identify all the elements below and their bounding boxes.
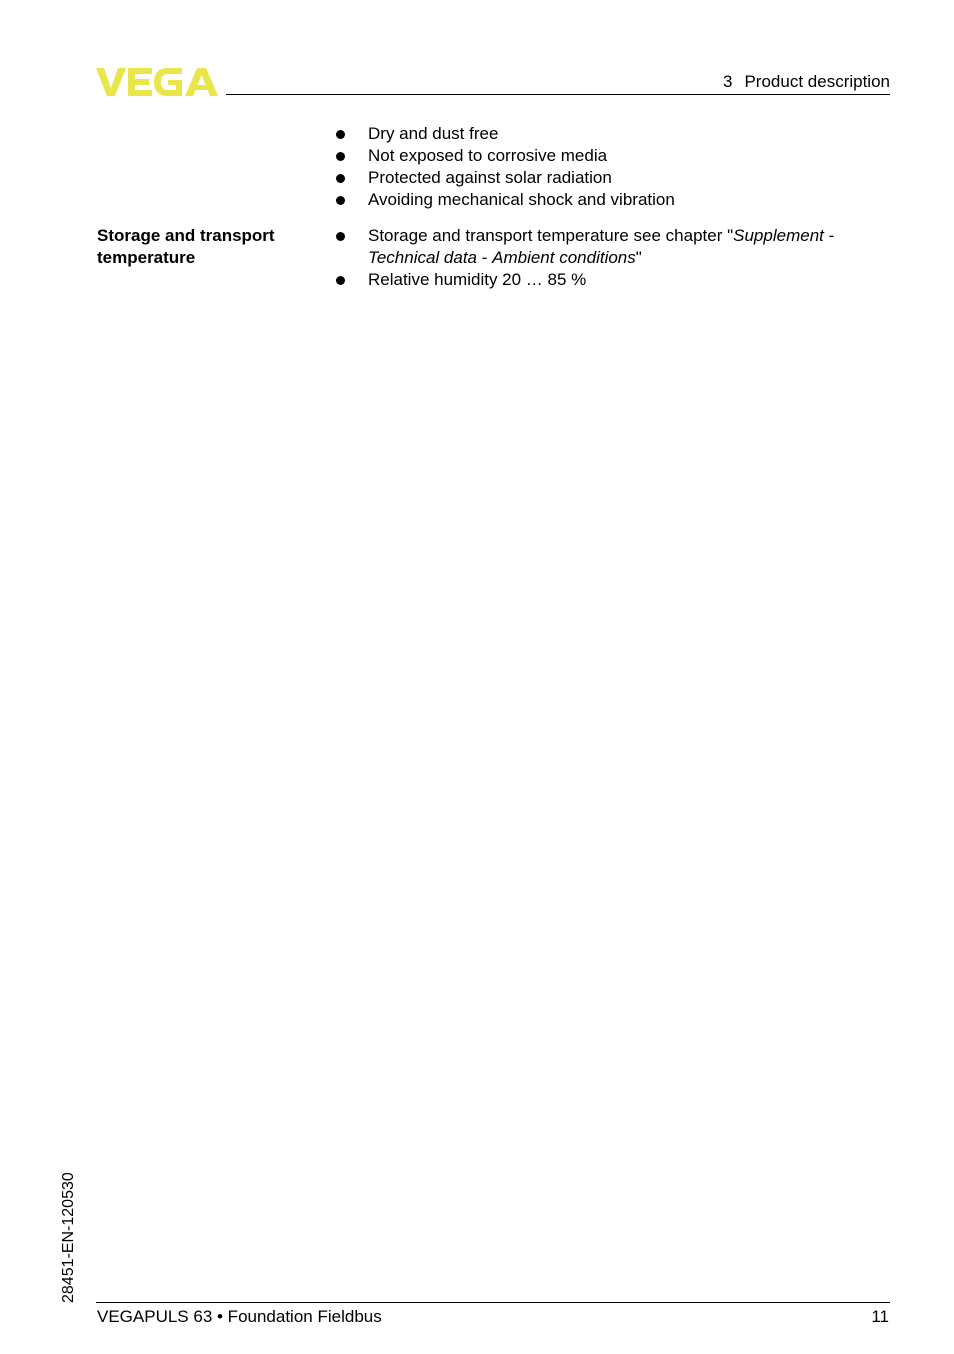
list-item: Relative humidity 20 … 85 % — [334, 269, 890, 291]
document-code: 28451-EN-120530 — [60, 1172, 77, 1303]
bullet-icon — [336, 130, 345, 139]
storage-temperature-heading: Storage and transport temperature — [97, 226, 275, 267]
section-title: Product description — [744, 72, 890, 91]
bullet-icon — [336, 232, 345, 241]
footer-product: VEGAPULS 63 • Foundation Fieldbus — [97, 1307, 382, 1326]
bullet-icon — [336, 152, 345, 161]
list-item: Avoiding mechanical shock and vibration — [334, 189, 890, 211]
storage-temperature-list — [334, 225, 890, 291]
reference-technical-data: Technical data — [368, 248, 478, 267]
header-rule — [226, 94, 890, 95]
reference-ambient-conditions: Ambient conditions — [492, 248, 636, 267]
vega-logo — [96, 66, 220, 98]
list-item: Dry and dust free — [334, 123, 890, 145]
list-item: Not exposed to corrosive media — [334, 145, 890, 167]
bullet-icon — [336, 276, 345, 285]
section-number: 3 — [723, 72, 733, 91]
bullet-icon — [336, 196, 345, 205]
bullet-icon — [336, 174, 345, 183]
reference-supplement: Supplement — [733, 226, 824, 245]
storage-conditions-list — [334, 123, 890, 211]
running-header — [723, 72, 890, 92]
footer-rule — [96, 1302, 890, 1303]
list-item: Protected against solar radiation — [334, 167, 890, 189]
page-number: 11 — [871, 1307, 889, 1326]
list-item: Storage and transport temperature see chapter "Supplement - Technical data - Ambient conditions" — [334, 225, 890, 269]
